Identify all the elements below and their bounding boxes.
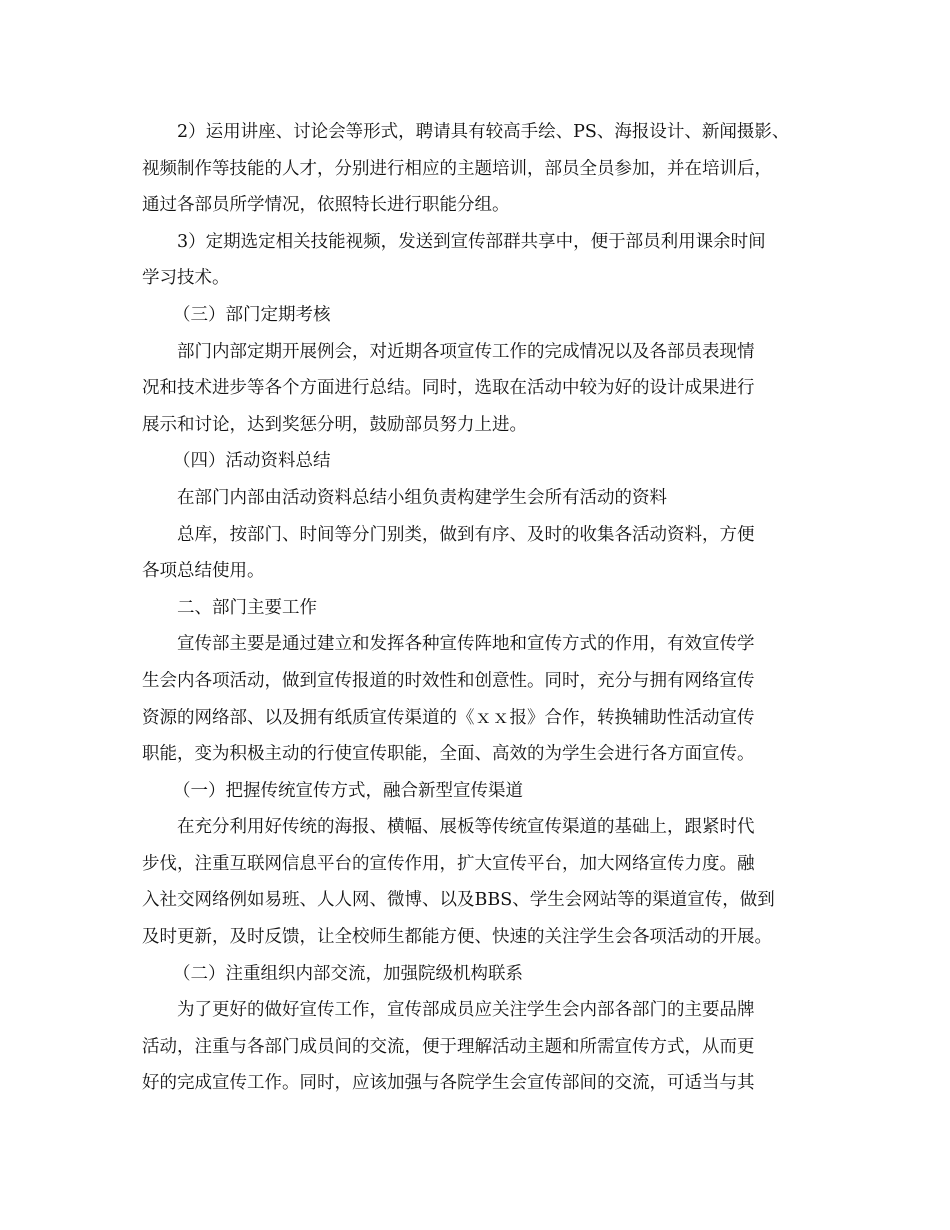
paragraph-line: 3）定期选定相关技能视频，发送到宣传部群共享中，便于部员利用课余时间 <box>177 231 766 252</box>
paragraph-line: 生会内各项活动，做到宣传报道的时效性和创意性。同时，充分与拥有网络宣传 <box>142 670 755 691</box>
paragraph-line: 入社交网络例如易班、人人网、微博、以及BBS、学生会网站等的渠道宣传，做到 <box>142 890 775 911</box>
chapter-heading: 二、部门主要工作 <box>177 597 317 618</box>
paragraph-line: 学习技术。 <box>142 268 230 289</box>
paragraph-line: 宣传部主要是通过建立和发挥各种宣传阵地和宣传方式的作用，有效宣传学 <box>177 634 755 655</box>
section-heading: （三）部门定期考核 <box>173 304 331 325</box>
paragraph-line: 步伐，注重互联网信息平台的宣传作用，扩大宣传平台，加大网络宣传力度。融 <box>142 853 755 874</box>
document-body <box>142 114 812 1102</box>
paragraph-line: 通过各部员所学情况，依照特长进行职能分组。 <box>142 195 510 216</box>
paragraph-line: 在部门内部由活动资料总结小组负责构建学生会所有活动的资料 <box>177 487 667 508</box>
section-heading: （一）把握传统宣传方式，融合新型宣传渠道 <box>173 780 523 801</box>
paragraph-line: 及时更新，及时反馈，让全校师生都能方便、快速的关注学生会各项活动的开展。 <box>142 927 772 948</box>
paragraph-line: 职能，变为积极主动的行使宣传职能，全面、高效的为学生会进行各方面宣传。 <box>142 744 755 765</box>
paragraph-line: 展示和讨论，达到奖惩分明，鼓励部员努力上进。 <box>142 414 527 435</box>
paragraph-line: 为了更好的做好宣传工作，宣传部成员应关注学生会内部各部门的主要品牌 <box>177 1000 755 1021</box>
paragraph-line: 资源的网络部、以及拥有纸质宣传渠道的《ｘｘ报》合作，转换辅助性活动宣传 <box>142 707 755 728</box>
paragraph-line: 在充分利用好传统的海报、横幅、展板等传统宣传渠道的基础上，跟紧时代 <box>177 817 755 838</box>
paragraph-line: 部门内部定期开展例会，对近期各项宣传工作的完成情况以及各部员表现情 <box>177 341 755 362</box>
paragraph-line: 况和技术进步等各个方面进行总结。同时，选取在活动中较为好的设计成果进行 <box>142 378 755 399</box>
paragraph-line: 各项总结使用。 <box>142 561 265 582</box>
paragraph-line: 好的完成宣传工作。同时，应该加强与各院学生会宣传部间的交流，可适当与其 <box>142 1073 755 1094</box>
paragraph-line: 总库，按部门、时间等分门别类，做到有序、及时的收集各活动资料，方便 <box>177 524 755 545</box>
paragraph-line: 2）运用讲座、讨论会等形式，聘请具有较高手绘、PS、海报设计、新闻摄影、 <box>177 122 790 142</box>
paragraph-line: 活动，注重与各部门成员间的交流，便于理解活动主题和所需宣传方式，从而更 <box>142 1036 755 1057</box>
section-heading: （二）注重组织内部交流，加强院级机构联系 <box>173 963 523 984</box>
section-heading: （四）活动资料总结 <box>173 451 331 472</box>
paragraph-line: 视频制作等技能的人才，分别进行相应的主题培训，部员全员参加，并在培训后， <box>142 158 772 179</box>
